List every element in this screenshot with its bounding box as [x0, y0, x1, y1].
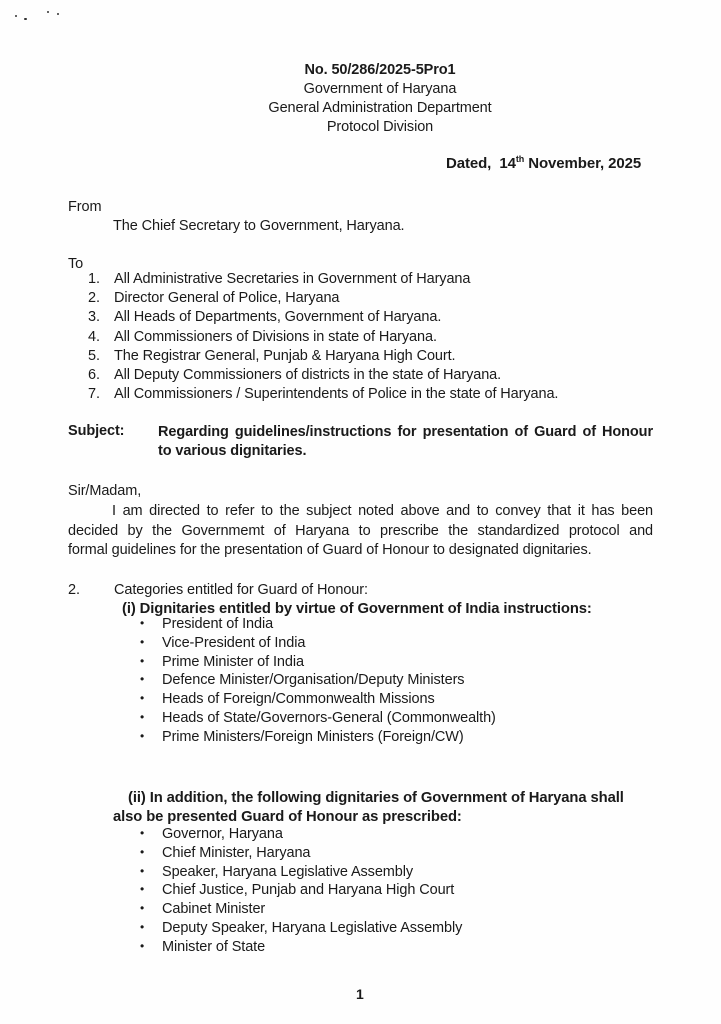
date-rest: November, 2025: [528, 155, 642, 172]
government-name: Government of Haryana: [303, 81, 457, 97]
recipient-item: 3. All Heads of Departments, Government of Haryana.: [88, 309, 442, 326]
department-name: General Administration Department: [268, 100, 492, 116]
bullet-icon: •: [140, 938, 145, 953]
sender: The Chief Secretary to Government, Haryana.: [113, 218, 405, 234]
part2-heading-line2: also be presented Guard of Honour as prescribed:: [113, 809, 462, 825]
bullet-icon: •: [140, 672, 145, 687]
reference-number: No. 50/286/2025-5Pro1: [304, 62, 456, 78]
recipient-item: 5. The Registrar General, Punjab & Haryana High Court.: [88, 347, 456, 364]
bullet-icon: •: [140, 691, 145, 706]
part1-heading: (i) Dignitaries entitled by virtue of Government of India instructions:: [122, 601, 592, 617]
salutation: Sir/Madam,: [68, 483, 142, 499]
letter-date: [446, 155, 641, 172]
list-item: • Governor, Haryana: [140, 826, 283, 842]
list-item: • Chief Justice, Punjab and Haryana High Court: [140, 882, 455, 899]
bullet-icon: •: [140, 863, 145, 878]
recipient-list: [88, 270, 558, 404]
bullet-icon: •: [140, 826, 145, 840]
list-item: • Heads of Foreign/Commonwealth Missions: [140, 691, 435, 708]
list-item: • President of India: [140, 616, 274, 632]
recipient-item: 1. All Administrative Secretaries in Government of Haryana: [88, 271, 471, 287]
part2-list: [140, 824, 462, 956]
recipient-item: 2. Director General of Police, Haryana: [88, 290, 340, 307]
section-heading: Categories entitled for Guard of Honour:: [114, 582, 368, 598]
bullet-icon: •: [140, 882, 145, 897]
list-item: • Defence Minister/Organisation/Deputy Ministers: [140, 672, 465, 689]
part1-list: [140, 614, 496, 746]
bullet-icon: •: [140, 901, 145, 916]
list-item: • Prime Minister of India: [140, 653, 304, 670]
division-name: Protocol Division: [326, 119, 434, 135]
bullet-icon: •: [140, 919, 145, 934]
list-item: • Minister of State: [140, 938, 266, 955]
list-item: • Cabinet Minister: [140, 901, 266, 918]
date-day: 14: [499, 155, 516, 172]
body-line: I am directed to refer to the subject noted above and to convey that it has been: [112, 503, 653, 519]
bullet-icon: •: [140, 653, 145, 668]
list-item: • Heads of State/Governors-General (Commonwealth): [140, 709, 496, 726]
list-item: • Chief Minister, Haryana: [140, 844, 311, 861]
recipient-item: 7. All Commissioners / Superintendents of Police in the state of Haryana.: [88, 386, 559, 403]
bullet-icon: •: [140, 634, 145, 649]
subject-text: Regarding guidelines/instructions for presentation of Guard of Honour to various dignitaries.: [158, 424, 653, 459]
recipient-item: 6. All Deputy Commissioners of districts in the state of Haryana.: [88, 366, 502, 383]
to-label: To: [68, 256, 84, 272]
part2-heading-line1: (ii) In addition, the following dignitaries of Government of Haryana shall: [128, 790, 624, 806]
body-line: decided by the Governmemt of Haryana to prescribe the standardized protocol and: [68, 522, 653, 539]
bullet-icon: •: [140, 844, 145, 859]
body-line: formal guidelines for the presentation of Guard of Honour to designated dignitaries.: [68, 542, 592, 558]
list-item: • Deputy Speaker, Haryana Legislative Assembly: [140, 919, 463, 936]
date-prefix: Dated,: [446, 155, 492, 172]
bullet-icon: •: [140, 616, 145, 630]
list-item: • Prime Ministers/Foreign Ministers (Foreign/CW): [140, 728, 464, 745]
date-ordinal: th: [515, 154, 525, 164]
subject-label: Subject:: [68, 423, 125, 439]
page-number: 1: [356, 986, 364, 1002]
section-number: 2.: [68, 582, 80, 598]
body-paragraph: [68, 502, 653, 561]
from-label: From: [68, 199, 102, 215]
list-item: • Vice-President of India: [140, 634, 306, 651]
list-item: • Speaker, Haryana Legislative Assembly: [140, 863, 413, 880]
bullet-icon: •: [140, 709, 145, 724]
recipient-item: 4. All Commissioners of Divisions in state of Haryana.: [88, 328, 437, 345]
bullet-icon: •: [140, 728, 145, 743]
letterhead: [200, 61, 560, 137]
